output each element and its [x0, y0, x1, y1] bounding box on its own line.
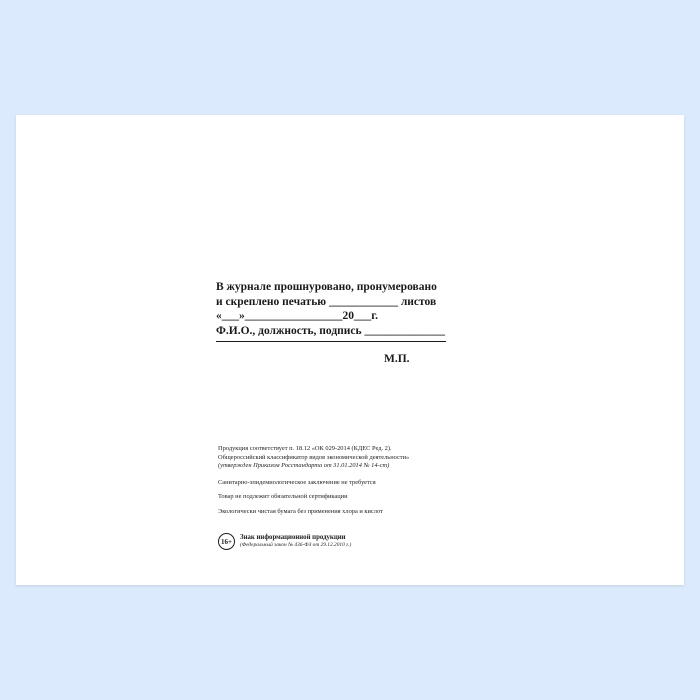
- info-mark-block: [218, 533, 351, 550]
- legal-line-1: Продукция соответствует п. 18.12 «ОК 029-2014 (КДЕС Ред. 2).: [218, 445, 392, 452]
- legal-line-6: Экологически чистая бумага без применения хлора и кислот: [218, 507, 383, 515]
- certification-line-4: Ф.И.О., должность, подпись ______________: [216, 324, 445, 337]
- certification-line-2: и скреплено печатью ____________ листов: [216, 295, 437, 308]
- legal-spacer-1: [218, 471, 548, 479]
- legal-line-5: Товар не подлежит обязательной сертификации: [218, 493, 348, 501]
- age-rating-icon: 16+: [218, 533, 235, 550]
- info-mark-subtitle: (Федеральный закон № 436-ФЗ от 29.12.2010 г.): [240, 542, 352, 548]
- legal-block: [218, 445, 548, 517]
- info-mark-text: [240, 533, 351, 549]
- legal-line-3: (утвержден Приказом Росстандарта от 31.01.2014 № 14-ст): [218, 462, 390, 470]
- certification-line-3: «___»_________________20___г.: [216, 310, 379, 322]
- legal-line-4: Санитарно-эпидемиологическое заключение не требуется: [218, 478, 376, 486]
- certification-block: [216, 280, 516, 342]
- seal-label: М.П.: [384, 353, 410, 365]
- document-page: [16, 115, 684, 585]
- certification-line-1: В журнале прошнуровано, пронумеровано: [216, 281, 437, 293]
- legal-line-2: Общероссийский классификатор видов экономической деятельности»: [218, 453, 410, 461]
- info-mark-title: Знак информационной продукции: [240, 534, 346, 541]
- signature-rule: [216, 341, 446, 342]
